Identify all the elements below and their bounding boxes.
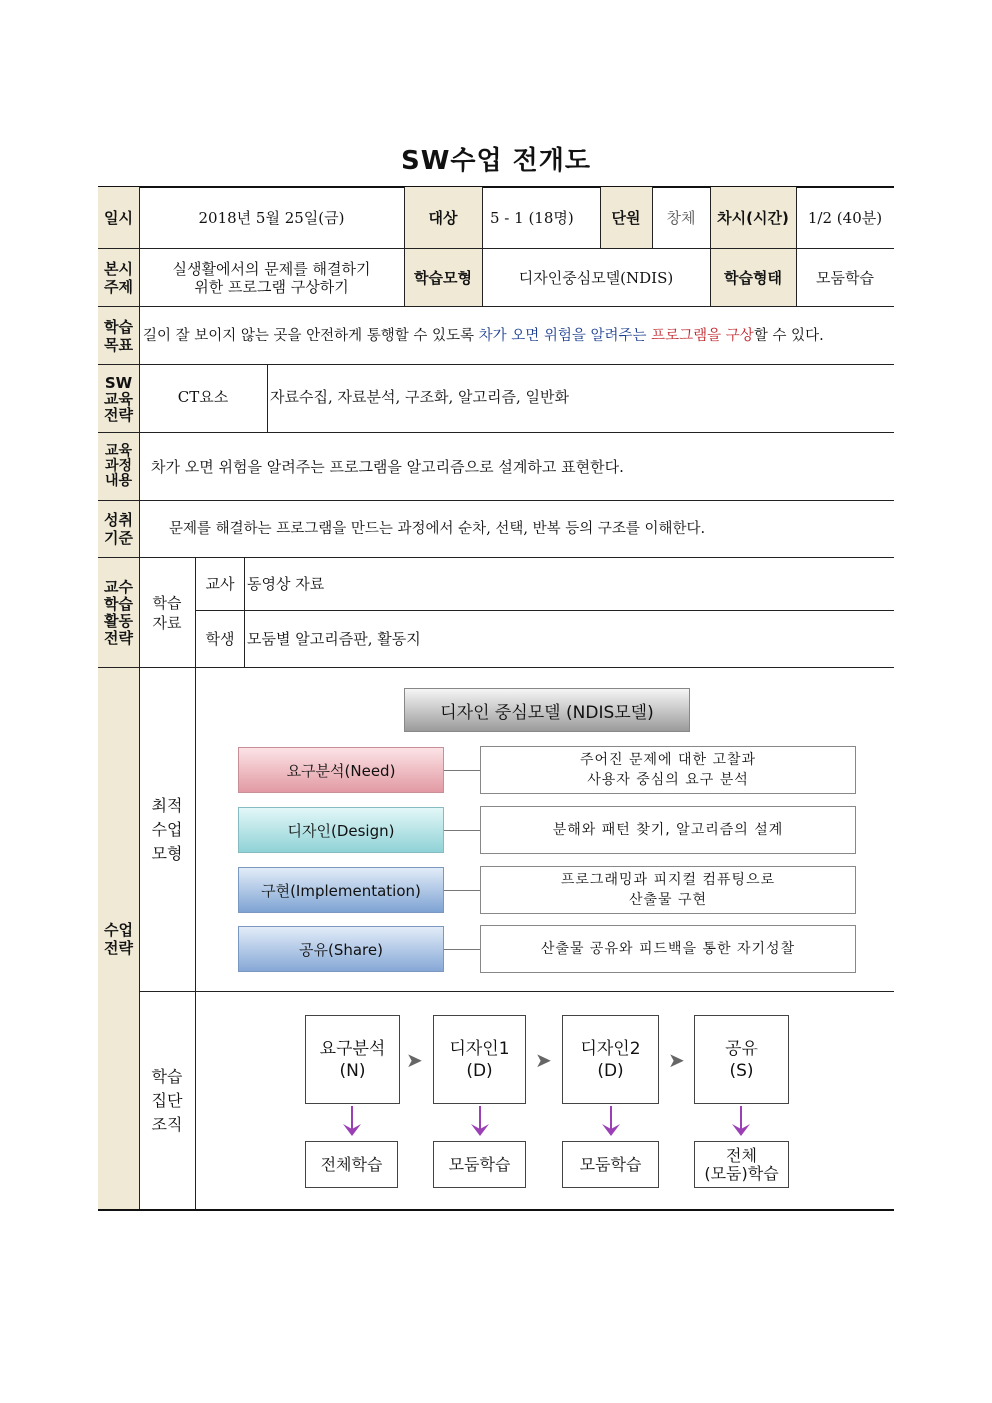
desc-line: 주어진 문제에 대한 고찰과	[579, 752, 757, 768]
flow-step-share	[694, 1015, 789, 1104]
teaching-label	[98, 558, 139, 667]
column-divider	[710, 187, 711, 306]
teaching-label-line: 교수	[104, 577, 133, 596]
topic-line: 실생활에서의 문제를 해결하기	[172, 259, 371, 278]
model-value: 디자인중심모델(NDIS)	[518, 268, 674, 287]
step-implementation-desc	[480, 866, 856, 914]
topic-value	[139, 249, 404, 306]
flow-result-design1: 모둠학습	[433, 1141, 526, 1188]
desc-line: 분해와 패턴 찾기, 알고리즘의 설계	[552, 822, 784, 838]
form-label: 학습형태	[710, 249, 796, 306]
ct-label: CT요소	[177, 388, 229, 406]
flow-step-line: 디자인1	[449, 1038, 510, 1059]
unit-label: 단원	[600, 187, 652, 248]
material-label	[139, 558, 195, 667]
column-divider	[404, 187, 405, 306]
achievement-label	[98, 501, 139, 557]
teaching-label-line: 활동	[104, 611, 133, 630]
step-need: 요구분석(Need)	[238, 747, 444, 793]
desc-line: 산출물 구현	[628, 892, 708, 908]
curriculum-label-line: 과정	[104, 458, 133, 474]
teacher-label: 교사	[205, 575, 235, 593]
achievement-text: 문제를 해결하는 프로그램을 만드는 과정에서 순차, 선택, 반복 등의 구조를 이해한다.	[169, 521, 706, 537]
optimal-model-label	[139, 668, 195, 991]
right-arrow-icon: ➤	[668, 1048, 685, 1072]
goal-text	[139, 307, 894, 364]
step-need-desc	[480, 746, 856, 794]
flow-step-design1	[433, 1015, 526, 1104]
desc-line: 사용자 중심의 요구 분석	[587, 772, 749, 788]
material-label-line: 자료	[152, 613, 182, 632]
unit-value: 창체	[666, 208, 696, 227]
down-arrow-icon	[340, 1106, 364, 1138]
step-share-desc	[480, 925, 856, 973]
group-label-line: 집단	[151, 1090, 183, 1110]
right-arrow-icon: ➤	[535, 1048, 552, 1072]
topic-label-line: 본시	[104, 259, 133, 278]
step-share: 공유(Share)	[238, 926, 444, 972]
flow-step-need	[305, 1015, 400, 1104]
flow-result-share	[694, 1141, 789, 1188]
optimal-label-line: 모형	[151, 843, 183, 863]
date-label: 일시	[98, 187, 139, 248]
flow-step-line: 공유	[725, 1038, 758, 1059]
flow-result-design2: 모둠학습	[562, 1141, 659, 1188]
goal-label-line: 목표	[104, 335, 133, 354]
goal-text-part: 길이 잘 보이지 않는 곳을 안전하게 통행할 수 있도록	[143, 327, 479, 344]
flow-step-line: 요구분석	[319, 1038, 386, 1059]
flow-result-need: 전체학습	[305, 1141, 398, 1188]
step-connector	[444, 770, 480, 771]
page-title: SW수업 전개도	[400, 146, 592, 176]
material-label-line: 학습	[152, 593, 182, 612]
goal-label-line: 학습	[104, 317, 133, 336]
down-arrow-icon	[599, 1106, 623, 1138]
curriculum-label-line: 교육	[104, 443, 133, 459]
sw-label-line: SW	[104, 373, 133, 392]
desc-line: 산출물 공유와 피드백을 통한 자기성찰	[540, 941, 796, 957]
optimal-label-line: 수업	[151, 819, 183, 839]
result-line: 전체	[726, 1145, 757, 1165]
step-connector	[444, 830, 480, 831]
flow-step-design2	[562, 1015, 659, 1104]
column-divider	[796, 187, 797, 306]
flow-step-line: 디자인2	[580, 1038, 641, 1059]
flow-step-line: (D)	[597, 1060, 624, 1081]
optimal-label-line: 최적	[151, 795, 183, 815]
step-design: 디자인(Design)	[238, 807, 444, 853]
group-label-line: 조직	[151, 1114, 183, 1134]
topic-label-line: 주제	[104, 277, 133, 296]
goal-label	[98, 307, 139, 364]
period-value: 1/2 (40분)	[807, 208, 883, 227]
student-value: 모둠별 알고리즘판, 활동지	[247, 630, 421, 648]
curriculum-text: 차가 오면 위험을 알려주는 프로그램을 알고리즘으로 설계하고 표현한다.	[151, 457, 624, 476]
period-label: 차시(시간)	[710, 187, 796, 248]
table-bottom-border	[98, 1209, 894, 1211]
class-strategy-label-line: 전략	[104, 938, 133, 957]
sw-label-line: 전략	[104, 405, 133, 424]
student-label: 학생	[205, 630, 235, 648]
step-implementation: 구현(Implementation)	[238, 867, 444, 913]
model-label: 학습모형	[404, 249, 482, 306]
goal-text-part: 할 수 있다.	[753, 327, 824, 344]
row-divider	[98, 667, 894, 668]
group-label-line: 학습	[151, 1066, 183, 1086]
curriculum-label-line: 내용	[104, 473, 133, 489]
date-value: 2018년 5월 25일(금)	[198, 208, 345, 227]
teaching-label-line: 학습	[104, 594, 133, 613]
sw-label-line: 교육	[104, 389, 133, 408]
sw-strategy-label	[98, 365, 139, 432]
right-arrow-icon: ➤	[406, 1048, 423, 1072]
class-strategy-label-line: 수업	[104, 920, 133, 939]
step-connector	[444, 949, 480, 950]
form-value: 모둠학습	[816, 268, 874, 287]
column-divider	[600, 187, 601, 248]
flow-step-line: (N)	[339, 1060, 366, 1081]
row-divider	[139, 991, 894, 992]
group-organization-label	[139, 992, 195, 1209]
step-connector	[444, 890, 480, 891]
result-line: (모둠)학습	[704, 1163, 779, 1183]
desc-line: 프로그래밍과 피지컬 컴퓨팅으로	[560, 872, 776, 888]
down-arrow-icon	[729, 1106, 753, 1138]
ndis-model-title: 디자인 중심모델 (NDIS모델)	[404, 688, 690, 732]
flow-step-line: (D)	[466, 1060, 493, 1081]
teacher-value: 동영상 자료	[247, 575, 325, 593]
column-divider	[652, 187, 653, 248]
target-label: 대상	[404, 187, 482, 248]
curriculum-label	[98, 433, 139, 500]
achievement-label-line: 기준	[104, 529, 133, 547]
down-arrow-icon	[468, 1106, 492, 1138]
teaching-label-line: 전략	[104, 628, 133, 647]
topic-line: 위한 프로그램 구상하기	[194, 277, 349, 296]
ct-value: 자료수집, 자료분석, 구조화, 알고리즘, 일반화	[270, 388, 569, 406]
step-design-desc	[480, 806, 856, 854]
goal-text-highlight: 프로그램을 구상	[651, 327, 754, 344]
flow-step-line: (S)	[729, 1060, 754, 1081]
target-value: 5 - 1 (18명)	[490, 208, 574, 227]
column-divider	[482, 187, 483, 306]
goal-text-highlight: 차가 오면 위험을 알려주는	[478, 327, 652, 344]
topic-label	[98, 249, 139, 306]
class-strategy-label	[98, 668, 139, 1209]
achievement-label-line: 성취	[104, 511, 133, 529]
